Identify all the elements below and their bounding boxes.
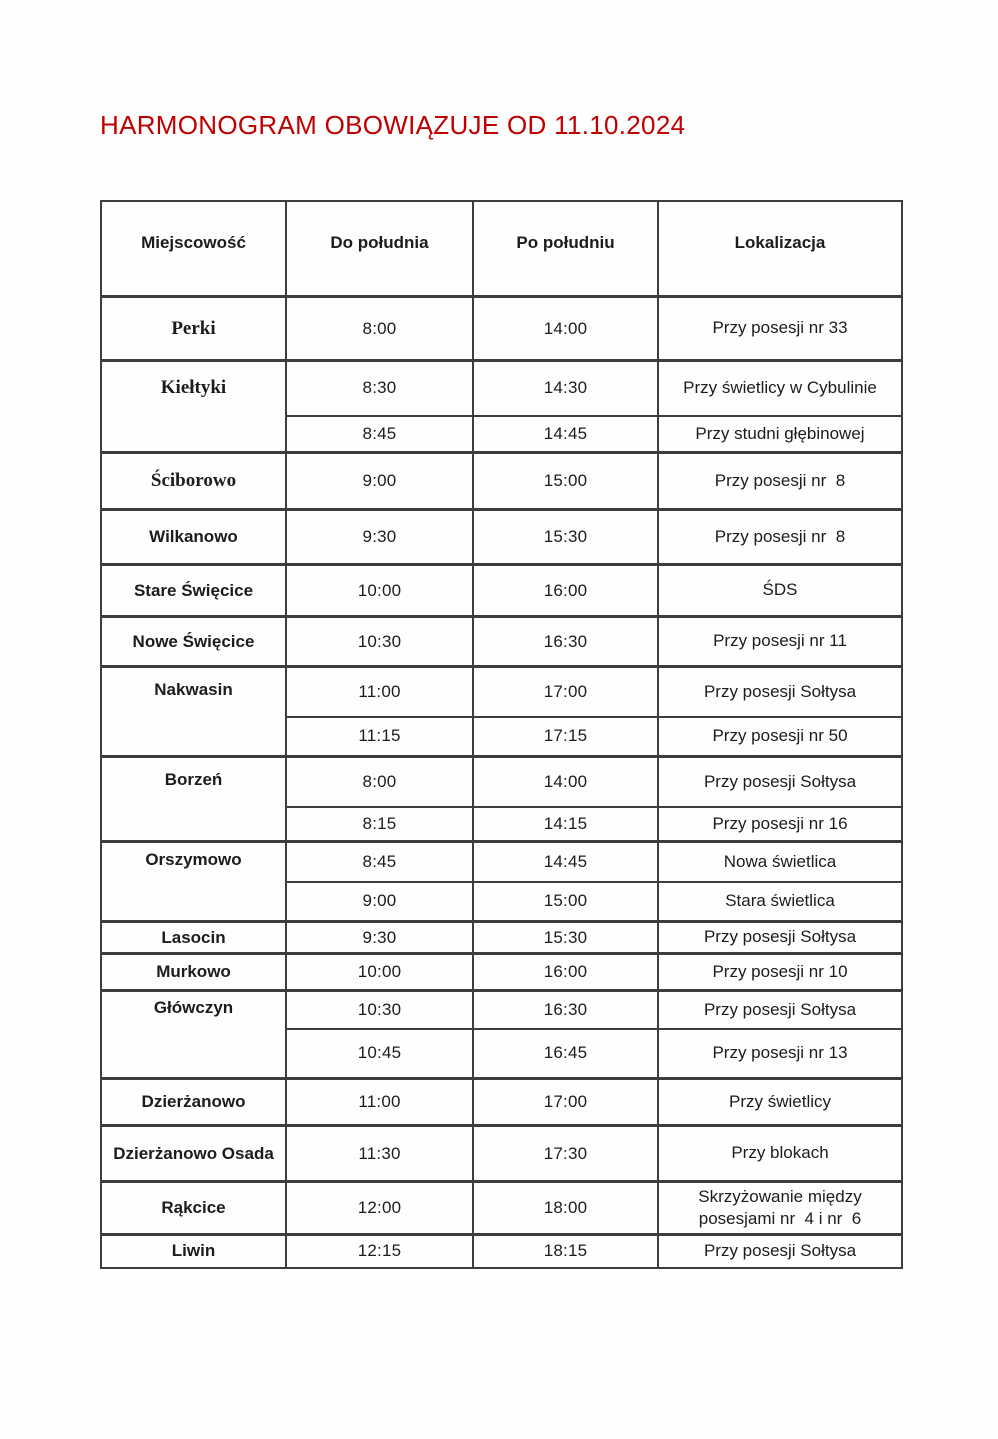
table-row bbox=[101, 510, 902, 565]
locality-cell: Nakwasin bbox=[101, 667, 286, 757]
table-body bbox=[101, 297, 902, 1268]
location-cell: Przy blokach bbox=[658, 1126, 902, 1182]
table-row bbox=[101, 842, 902, 882]
locality-cell: Nowe Święcice bbox=[101, 617, 286, 667]
location-cell: Przy świetlicy w Cybulinie bbox=[658, 361, 902, 416]
morning-cell: 12:15 bbox=[286, 1235, 473, 1268]
morning-cell: 10:30 bbox=[286, 617, 473, 667]
column-header: Lokalizacja bbox=[658, 201, 902, 297]
afternoon-cell: 17:30 bbox=[473, 1126, 658, 1182]
location-cell: Nowa świetlica bbox=[658, 842, 902, 882]
table-row bbox=[101, 565, 902, 617]
location-cell: Przy posesji nr 10 bbox=[658, 954, 902, 991]
afternoon-cell: 17:00 bbox=[473, 667, 658, 717]
locality-cell: Stare Święcice bbox=[101, 565, 286, 617]
locality-cell: Ściborowo bbox=[101, 453, 286, 510]
table-row bbox=[101, 954, 902, 991]
header-row bbox=[101, 201, 902, 297]
afternoon-cell: 14:15 bbox=[473, 807, 658, 842]
location-cell: Przy posesji nr 33 bbox=[658, 297, 902, 361]
locality-cell: Dzierżanowo Osada bbox=[101, 1126, 286, 1182]
morning-cell: 10:00 bbox=[286, 954, 473, 991]
column-header: Do południa bbox=[286, 201, 473, 297]
afternoon-cell: 15:00 bbox=[473, 882, 658, 922]
location-cell: Przy posesji nr 8 bbox=[658, 510, 902, 565]
afternoon-cell: 14:00 bbox=[473, 757, 658, 807]
location-cell: Przy posesji Sołtysa bbox=[658, 757, 902, 807]
location-cell: Przy studni głębinowej bbox=[658, 416, 902, 453]
afternoon-cell: 16:45 bbox=[473, 1029, 658, 1079]
locality-cell: Perki bbox=[101, 297, 286, 361]
afternoon-cell: 16:30 bbox=[473, 991, 658, 1029]
table-header bbox=[101, 201, 902, 297]
morning-cell: 9:00 bbox=[286, 882, 473, 922]
location-cell: Przy posesji nr 8 bbox=[658, 453, 902, 510]
location-cell: Przy posesji nr 13 bbox=[658, 1029, 902, 1079]
afternoon-cell: 18:00 bbox=[473, 1182, 658, 1235]
afternoon-cell: 17:00 bbox=[473, 1079, 658, 1126]
afternoon-cell: 18:15 bbox=[473, 1235, 658, 1268]
page-title: HARMONOGRAM OBOWIĄZUJE OD 11.10.2024 bbox=[100, 110, 686, 140]
table-row bbox=[101, 922, 902, 954]
morning-cell: 10:45 bbox=[286, 1029, 473, 1079]
locality-cell: Murkowo bbox=[101, 954, 286, 991]
afternoon-cell: 16:30 bbox=[473, 617, 658, 667]
afternoon-cell: 14:45 bbox=[473, 416, 658, 453]
table-row bbox=[101, 1126, 902, 1182]
morning-cell: 12:00 bbox=[286, 1182, 473, 1235]
morning-cell: 10:30 bbox=[286, 991, 473, 1029]
locality-cell: Liwin bbox=[101, 1235, 286, 1268]
afternoon-cell: 14:45 bbox=[473, 842, 658, 882]
table-row bbox=[101, 617, 902, 667]
location-cell: Przy posesji Sołtysa bbox=[658, 991, 902, 1029]
schedule-table bbox=[100, 200, 903, 1269]
location-cell: Przy posesji Sołtysa bbox=[658, 1235, 902, 1268]
afternoon-cell: 16:00 bbox=[473, 565, 658, 617]
locality-cell: Główczyn bbox=[101, 991, 286, 1079]
morning-cell: 9:00 bbox=[286, 453, 473, 510]
locality-cell: Wilkanowo bbox=[101, 510, 286, 565]
location-cell: Przy świetlicy bbox=[658, 1079, 902, 1126]
location-cell: Przy posesji Sołtysa bbox=[658, 922, 902, 954]
locality-cell: Lasocin bbox=[101, 922, 286, 954]
column-header: Miejscowość bbox=[101, 201, 286, 297]
morning-cell: 8:30 bbox=[286, 361, 473, 416]
locality-cell: Orszymowo bbox=[101, 842, 286, 922]
morning-cell: 8:00 bbox=[286, 297, 473, 361]
location-cell: Przy posesji nr 16 bbox=[658, 807, 902, 842]
location-cell: Przy posesji nr 50 bbox=[658, 717, 902, 757]
table-row bbox=[101, 667, 902, 717]
table-row bbox=[101, 361, 902, 416]
morning-cell: 8:00 bbox=[286, 757, 473, 807]
locality-cell: Rąkcice bbox=[101, 1182, 286, 1235]
afternoon-cell: 17:15 bbox=[473, 717, 658, 757]
location-cell: Przy posesji nr 11 bbox=[658, 617, 902, 667]
table-row bbox=[101, 1235, 902, 1268]
table-row bbox=[101, 757, 902, 807]
morning-cell: 11:00 bbox=[286, 1079, 473, 1126]
table-row bbox=[101, 453, 902, 510]
location-cell: ŚDS bbox=[658, 565, 902, 617]
location-cell: Przy posesji Sołtysa bbox=[658, 667, 902, 717]
afternoon-cell: 14:30 bbox=[473, 361, 658, 416]
locality-cell: Borzeń bbox=[101, 757, 286, 842]
locality-cell: Dzierżanowo bbox=[101, 1079, 286, 1126]
morning-cell: 11:00 bbox=[286, 667, 473, 717]
afternoon-cell: 14:00 bbox=[473, 297, 658, 361]
morning-cell: 8:45 bbox=[286, 842, 473, 882]
afternoon-cell: 15:30 bbox=[473, 510, 658, 565]
table-row bbox=[101, 1079, 902, 1126]
table-row bbox=[101, 1182, 902, 1235]
location-cell: Stara świetlica bbox=[658, 882, 902, 922]
morning-cell: 9:30 bbox=[286, 922, 473, 954]
afternoon-cell: 15:30 bbox=[473, 922, 658, 954]
afternoon-cell: 16:00 bbox=[473, 954, 658, 991]
morning-cell: 11:30 bbox=[286, 1126, 473, 1182]
morning-cell: 10:00 bbox=[286, 565, 473, 617]
table-row bbox=[101, 297, 902, 361]
morning-cell: 11:15 bbox=[286, 717, 473, 757]
afternoon-cell: 15:00 bbox=[473, 453, 658, 510]
column-header: Po południu bbox=[473, 201, 658, 297]
morning-cell: 8:15 bbox=[286, 807, 473, 842]
morning-cell: 8:45 bbox=[286, 416, 473, 453]
table-row bbox=[101, 991, 902, 1029]
locality-cell: Kiełtyki bbox=[101, 361, 286, 453]
morning-cell: 9:30 bbox=[286, 510, 473, 565]
location-cell: Skrzyżowanie między posesjami nr 4 i nr 6 bbox=[658, 1182, 902, 1235]
